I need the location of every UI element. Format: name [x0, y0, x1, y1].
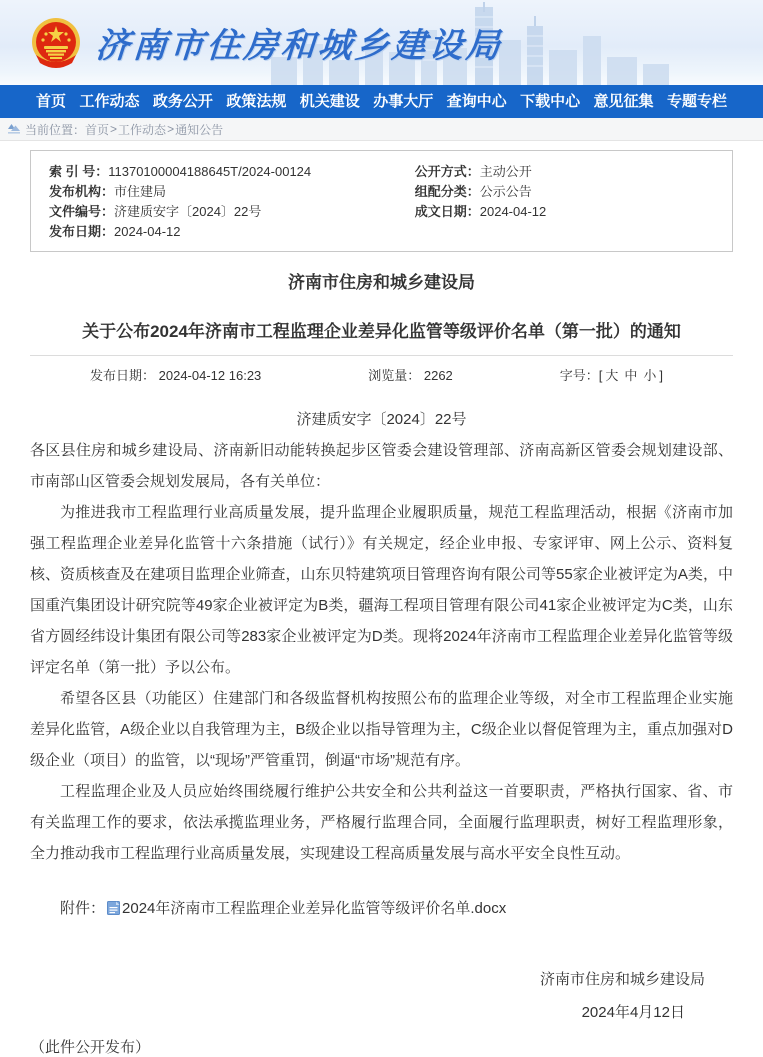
paragraph-evaluation-results: 为推进我市工程监理行业高质量发展，提升监理企业履职质量，规范工程监理活动，根据《济南市加强工程监理企业差异化监管十六条措施（试行）》有关规定，经企业申报、专家评审、网上公示、资料复核、资质核查及在建项目监理企业筛查，山东贝特建筑项目管理咨询有限公司等55家企业被评定为A类，中国重汽集团设计研究院等49家企业被评定为B类，疆海工程项目管理有限公司41家企业被评定为C类，山东省方圆经纬设计集团有限公司等283家企业被评定为D类。现将2024年济南市工程监理企业差异化监管等级评定名单（第一批）予以公布。: [30, 504, 733, 676]
meta-document-number: 文件编号：济建质安字〔2024〕22号: [49, 204, 262, 219]
breadcrumb-home[interactable]: 首页: [85, 122, 110, 137]
paragraph-supervision-requirements: 希望各区县（功能区）住建部门和各级监督机构按照公布的监理企业等级，对全市工程监理企业实施差异化监管，A级企业以自我管理为主，B级企业以指导管理为主，C级企业以督促管理为主，重点加强对D级企业（项目）的监管，以“现场”严管重罚，倒逼“市场”规范有序。: [30, 690, 733, 769]
font-size-large[interactable]: 大: [605, 368, 619, 383]
breadcrumb-separator: >: [110, 122, 118, 136]
breadcrumb: [0, 118, 763, 141]
paragraph-salutation: 各区县住房和城乡建设局、济南新旧动能转换起步区管委会建设管理部、济南高新区管委会规划建设部、市南部山区管委会规划发展局，各有关单位：: [30, 442, 733, 490]
nav-item-policy[interactable]: 政策法规: [226, 93, 287, 110]
document-number: 济建质安字〔2024〕22号: [296, 411, 467, 428]
view-count: 浏览量： 2262: [368, 368, 453, 383]
page-title: 关于公布2024年济南市工程监理企业差异化监管等级评价名单（第一批）的通知: [82, 322, 681, 341]
nav-item-home[interactable]: 首页: [36, 93, 67, 110]
signature-date: 2024年4月12日: [581, 1004, 685, 1021]
breadcrumb-label: 当前位置：: [25, 122, 86, 137]
breadcrumb-notices[interactable]: 通知公告: [175, 122, 224, 137]
nav-item-download[interactable]: 下载中心: [520, 93, 581, 110]
nav-item-special[interactable]: 专题专栏: [666, 93, 727, 110]
site-title: 济南市住房和城乡建设局: [94, 26, 505, 66]
meta-issuing-agency: 发布机构：市住建局: [49, 184, 167, 199]
meta-empty-cell: [415, 222, 714, 242]
article-meta-row: [30, 355, 733, 384]
attachment-label: 附件：: [60, 900, 106, 917]
attachment-link[interactable]: 2024年济南市工程监理企业差异化监管等级评价名单.docx: [122, 900, 507, 917]
font-size-medium[interactable]: 中: [624, 368, 638, 383]
nav-item-feedback[interactable]: 意见征集: [593, 93, 654, 110]
site-banner: [0, 0, 763, 85]
meta-category: 组配分类：公示公告: [414, 184, 532, 199]
attachment-row: [30, 897, 733, 918]
public-release-note: （此件公开发布）: [30, 1039, 151, 1056]
article-body: [30, 435, 733, 869]
article-content: [0, 141, 763, 1057]
nav-item-service-hall[interactable]: 办事大厅: [373, 93, 434, 110]
nav-item-query-center[interactable]: 查询中心: [446, 93, 507, 110]
meta-written-date: 成文日期：2024-04-12: [414, 204, 547, 219]
agency-title: 济南市住房和城乡建设局: [288, 273, 475, 292]
document-meta-table: [30, 150, 733, 252]
breadcrumb-work-news[interactable]: 工作动态: [118, 122, 167, 137]
main-nav: [0, 85, 763, 118]
meta-publish-date: 发布日期：2024-04-12: [49, 224, 181, 239]
paragraph-enterprise-duties: 工程监理企业及人员应始终围绕履行维护公共安全和公共利益这一首要职责，严格执行国家、省、市有关监理工作的要求，依法承揽监理业务，严格履行监理合同，全面履行监理职责，树好工程监理形象，全力推动我市工程监理行业高质量发展，实现建设工程高质量发展与高水平安全良性互动。: [30, 783, 733, 862]
word-doc-icon: [107, 901, 120, 915]
publish-datetime: 发布日期： 2024-04-12 16:23: [90, 368, 262, 383]
font-size-small[interactable]: 小: [643, 368, 657, 383]
meta-disclosure-method: 公开方式：主动公开: [414, 164, 532, 179]
meta-index-number: 索 引 号：11370100004188645T/2024-00124: [49, 164, 312, 179]
nav-item-gov-info[interactable]: 政务公开: [152, 93, 213, 110]
signature-agency: 济南市住房和城乡建设局: [539, 971, 705, 988]
font-size-control: 字号：[ 大 中 小 ]: [559, 368, 663, 383]
breadcrumb-separator: >: [167, 122, 175, 136]
nav-item-work-news[interactable]: 工作动态: [79, 93, 140, 110]
nav-item-agency[interactable]: 机关建设: [299, 93, 360, 110]
national-emblem-icon: [30, 17, 82, 69]
home-icon: [8, 124, 20, 135]
